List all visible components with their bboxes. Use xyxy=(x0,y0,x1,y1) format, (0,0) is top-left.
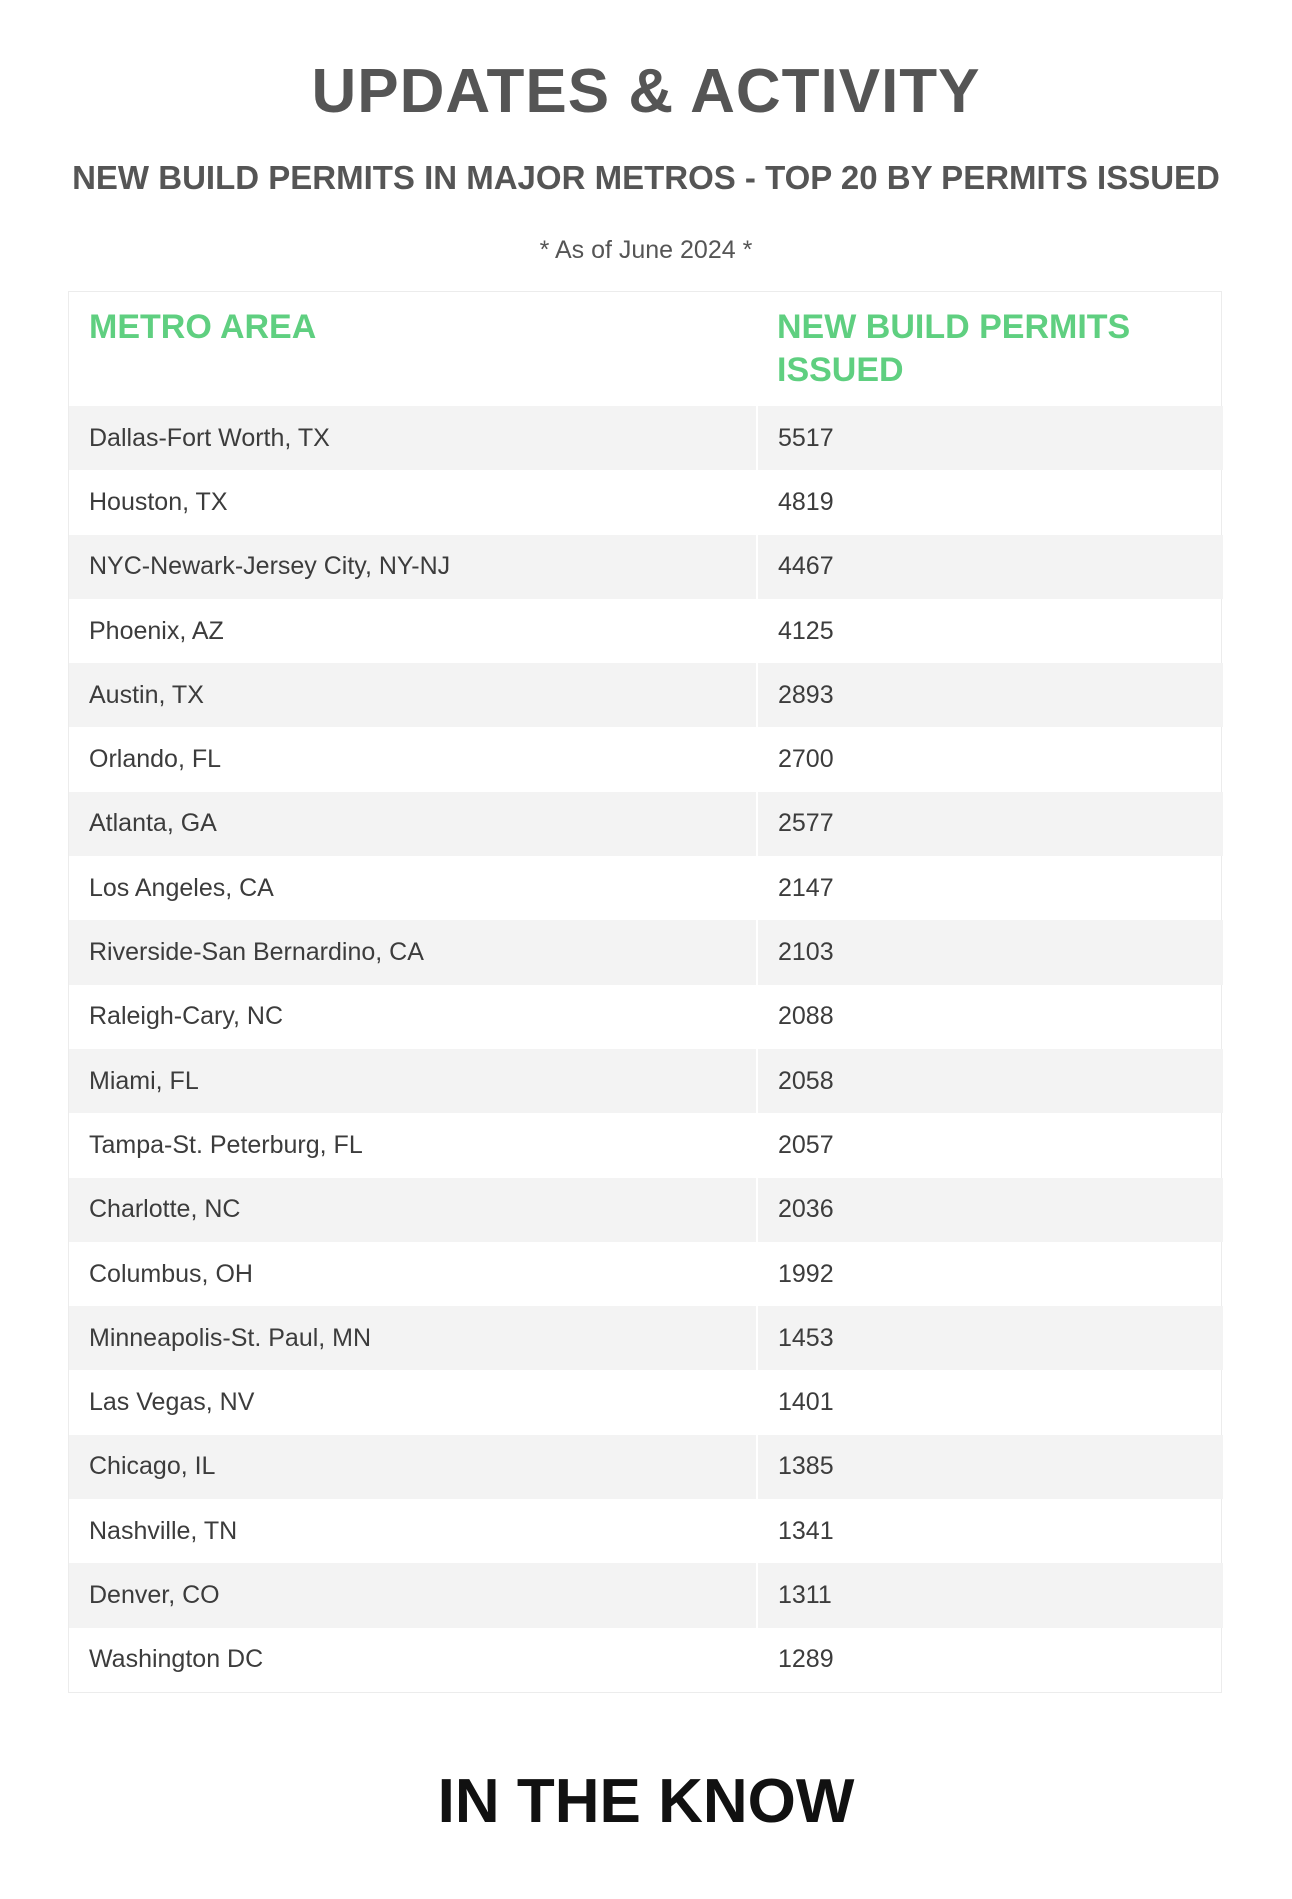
table-row xyxy=(69,1499,1223,1563)
table-row xyxy=(69,727,1223,791)
table-row xyxy=(69,1628,1223,1692)
permits-cell: 1289 xyxy=(778,1645,834,1674)
section-subtitle: NEW BUILD PERMITS IN MAJOR METROS - TOP 20 BY PERMITS ISSUED xyxy=(72,159,1220,196)
metro-area-cell: Nashville, TN xyxy=(69,1499,757,1563)
metro-area-cell: Riverside-San Bernardino, CA xyxy=(69,920,757,984)
permits-cell: 2147 xyxy=(778,873,834,902)
table-row xyxy=(69,1049,1223,1113)
metro-area-cell: Washington DC xyxy=(69,1628,757,1692)
metro-area-cell: Tampa-St. Peterburg, FL xyxy=(69,1113,757,1177)
column-header-permits-issued: NEW BUILD PERMITS ISSUED xyxy=(777,308,1131,389)
permits-cell: 1341 xyxy=(778,1516,834,1545)
table-header-row xyxy=(69,292,1223,406)
metro-area-cell: Columbus, OH xyxy=(69,1242,757,1306)
permits-cell: 2088 xyxy=(778,1002,834,1031)
permits-cell: 2893 xyxy=(757,663,1223,727)
table-row xyxy=(69,920,1223,984)
table-row xyxy=(69,792,1223,856)
table-row xyxy=(69,856,1223,920)
permits-cell: 1992 xyxy=(778,1259,834,1288)
table-row xyxy=(69,1306,1223,1370)
permits-cell: 1385 xyxy=(757,1435,1223,1499)
metro-area-cell: Orlando, FL xyxy=(69,727,757,791)
metro-area-cell: Houston, TX xyxy=(69,470,757,534)
permits-cell: 1401 xyxy=(778,1388,834,1417)
table-row xyxy=(69,1370,1223,1434)
metro-area-cell: Miami, FL xyxy=(69,1049,757,1113)
permits-cell: 4819 xyxy=(778,487,834,516)
permits-cell: 2036 xyxy=(757,1178,1223,1242)
permits-cell: 1453 xyxy=(757,1306,1223,1370)
permits-cell: 2103 xyxy=(757,920,1223,984)
table-row xyxy=(69,470,1223,534)
permits-cell: 5517 xyxy=(757,406,1223,470)
column-header-metro-area: METRO AREA xyxy=(89,308,317,346)
table-row xyxy=(69,406,1223,470)
metro-area-cell: Charlotte, NC xyxy=(69,1178,757,1242)
table-row xyxy=(69,1242,1223,1306)
table-row xyxy=(69,599,1223,663)
permits-cell: 2058 xyxy=(757,1049,1223,1113)
table-row xyxy=(69,1113,1223,1177)
permits-cell: 2057 xyxy=(778,1130,834,1159)
metro-area-cell: Phoenix, AZ xyxy=(69,599,757,663)
permits-cell: 2577 xyxy=(757,792,1223,856)
table-row xyxy=(69,663,1223,727)
as-of-note: * As of June 2024 * xyxy=(539,236,753,264)
table-row xyxy=(69,1563,1223,1627)
metro-area-cell: Atlanta, GA xyxy=(69,792,757,856)
permits-cell: 2700 xyxy=(778,745,834,774)
metro-area-cell: Raleigh-Cary, NC xyxy=(69,985,757,1049)
metro-area-cell: Denver, CO xyxy=(69,1563,757,1627)
metro-area-cell: Los Angeles, CA xyxy=(69,856,757,920)
table-row xyxy=(69,1435,1223,1499)
table-row xyxy=(69,535,1223,599)
permits-table xyxy=(68,291,1222,1693)
permits-cell: 4125 xyxy=(778,616,834,645)
metro-area-cell: Chicago, IL xyxy=(69,1435,757,1499)
page-title: UPDATES & ACTIVITY xyxy=(311,57,981,126)
metro-area-cell: Minneapolis-St. Paul, MN xyxy=(69,1306,757,1370)
metro-area-cell: Las Vegas, NV xyxy=(69,1370,757,1434)
table-row xyxy=(69,1178,1223,1242)
table-row xyxy=(69,985,1223,1049)
metro-area-cell: NYC-Newark-Jersey City, NY-NJ xyxy=(69,535,757,599)
metro-area-cell: Austin, TX xyxy=(69,663,757,727)
metro-area-cell: Dallas-Fort Worth, TX xyxy=(69,406,757,470)
permits-cell: 4467 xyxy=(757,535,1223,599)
permits-cell: 1311 xyxy=(757,1563,1223,1627)
section-title-in-the-know: IN THE KNOW xyxy=(437,1767,855,1836)
